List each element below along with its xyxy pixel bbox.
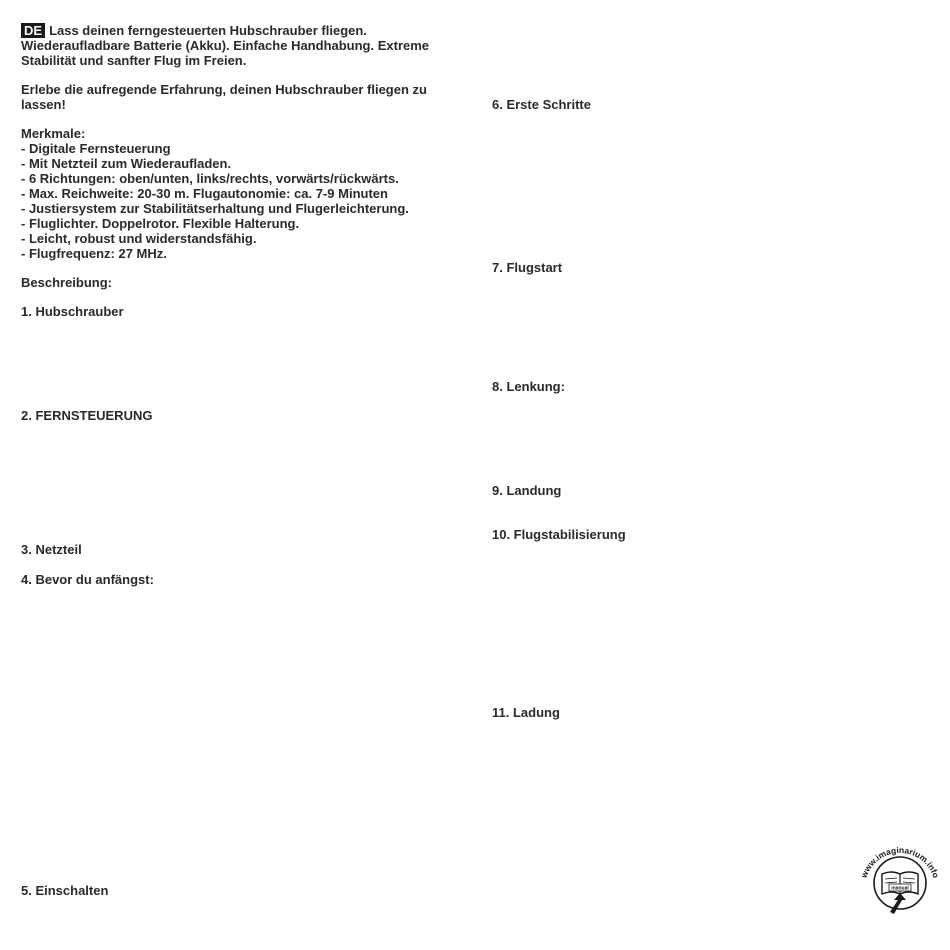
feature-item: - Mit Netzteil zum Wiederaufladen. — [21, 156, 232, 171]
section-heading-helicopter: 1. Hubschrauber — [21, 304, 124, 319]
logo-arc-text: www.imaginarium.info — [858, 844, 942, 880]
section-heading-before-start: 4. Bevor du anfängst: — [21, 572, 154, 587]
feature-item: - Fluglichter. Doppelrotor. Flexible Halterung. — [21, 216, 300, 231]
feature-item: - Max. Reichweite: 20-30 m. Flugautonomie: ca. 7-9 Minuten — [21, 186, 388, 201]
feature-item: - Flugfrequenz: 27 MHz. — [21, 246, 167, 261]
section-heading-landing: 9. Landung — [492, 483, 562, 498]
intro-line-1-text: Lass deinen ferngesteuerten Hubschrauber fliegen. — [49, 23, 367, 38]
section-heading-first-steps: 6. Erste Schritte — [492, 97, 591, 112]
features-heading: Merkmale: — [21, 126, 86, 141]
intro-block — [21, 23, 429, 68]
intro-line-3: Stabilität und sanfter Flug im Freien. — [21, 53, 247, 68]
feature-item: - 6 Richtungen: oben/unten, links/rechts, vorwärts/rückwärts. — [21, 171, 399, 186]
experience-block — [21, 82, 427, 112]
description-heading: Beschreibung: — [21, 275, 113, 290]
section-heading-stabilization: 10. Flugstabilisierung — [492, 527, 626, 542]
section-heading-takeoff: 7. Flugstart — [492, 260, 563, 275]
experience-line-2: lassen! — [21, 97, 66, 112]
section-heading-steering: 8. Lenkung: — [492, 379, 565, 394]
book-with-arrow-icon — [855, 838, 945, 928]
section-heading-remote-control: 2. FERNSTEUERUNG — [21, 408, 153, 423]
section-heading-switch-on: 5. Einschalten — [21, 883, 109, 898]
experience-line-1: Erlebe die aufregende Erfahrung, deinen Hubschrauber fliegen zu — [21, 82, 427, 97]
language-badge: DE — [21, 23, 45, 38]
intro-line-1 — [21, 23, 429, 38]
feature-item: - Digitale Fernsteuerung — [21, 141, 171, 156]
imaginarium-manual-logo — [855, 838, 945, 928]
section-heading-power-adapter: 3. Netzteil — [21, 542, 82, 557]
logo-book-label: manual — [891, 885, 909, 892]
features-block — [21, 126, 409, 261]
feature-item: - Leicht, robust und widerstandsfähig. — [21, 231, 257, 246]
section-heading-charging: 11. Ladung — [492, 705, 560, 720]
intro-line-2: Wiederaufladbare Batterie (Akku). Einfache Handhabung. Extreme — [21, 38, 430, 53]
feature-item: - Justiersystem zur Stabilitätserhaltung und Flugerleichterung. — [21, 201, 409, 216]
